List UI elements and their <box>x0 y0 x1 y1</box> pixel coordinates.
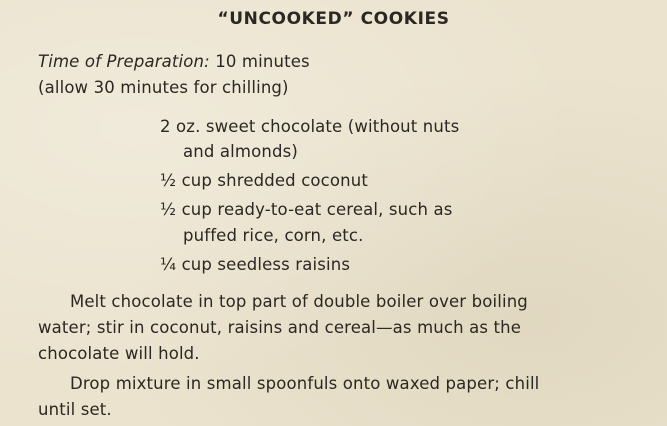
ingredient-cereal-cont: puffed rice, corn, etc. <box>183 226 364 245</box>
ingredient-raisins <box>160 255 350 274</box>
ingredient-cereal-amount: ½ <box>160 200 177 219</box>
preparation-time-value: 10 minutes <box>215 52 310 71</box>
recipe-title: “UNCOOKED” COOKIES <box>217 9 450 29</box>
directions-paragraph-2-line-2: until set. <box>38 400 112 419</box>
ingredient-coconut-amount: ½ <box>160 171 177 190</box>
ingredient-cereal <box>160 200 453 219</box>
ingredient-raisins-text: cup seedless raisins <box>181 255 351 274</box>
preparation-time <box>38 52 310 71</box>
directions-paragraph-2-line-1: Drop mixture in small spoonfuls onto waxed paper; chill <box>70 374 540 393</box>
directions-paragraph-1-line-2: water; stir in coconut, raisins and cereal—as much as the <box>38 318 522 337</box>
ingredient-raisins-amount: ¼ <box>160 255 177 274</box>
ingredient-coconut <box>160 171 368 190</box>
ingredient-chocolate-cont: and almonds) <box>183 142 298 161</box>
directions-paragraph-1-line-3: chocolate will hold. <box>38 344 200 363</box>
directions-paragraph-1-line-1: Melt chocolate in top part of double boiler over boiling <box>70 292 528 311</box>
chilling-note: (allow 30 minutes for chilling) <box>38 78 289 97</box>
ingredient-cereal-text: cup ready-to-eat cereal, such as <box>181 200 453 219</box>
ingredient-chocolate: 2 oz. sweet chocolate (without nuts <box>160 117 460 136</box>
preparation-time-label: Time of Preparation: <box>38 52 210 71</box>
ingredient-coconut-text: cup shredded coconut <box>181 171 368 190</box>
